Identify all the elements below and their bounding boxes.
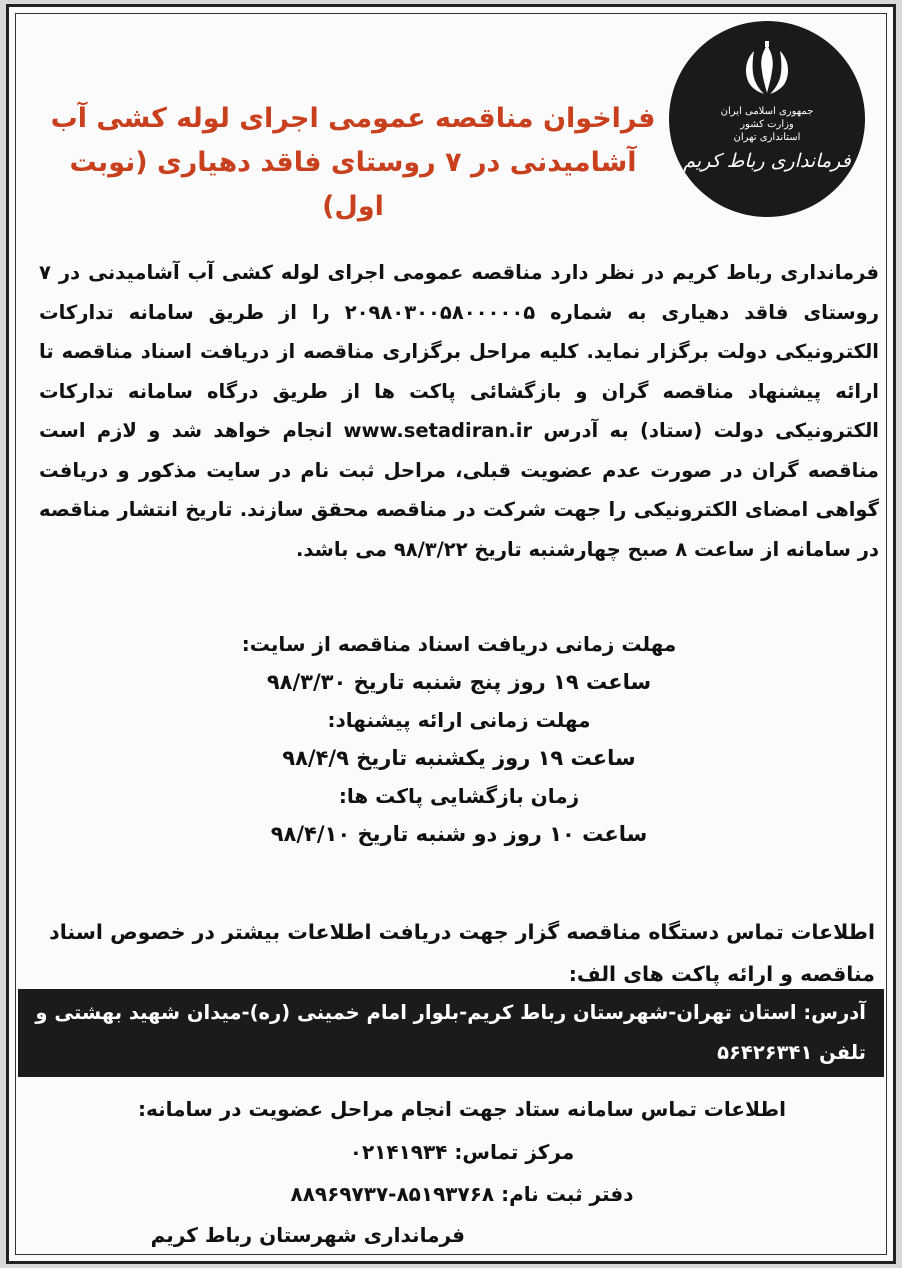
emblem-office-name: فرمانداری رباط کریم [683, 150, 851, 172]
address-band [18, 989, 884, 1077]
deadline-value: ساعت ۱۰ روز دو شنبه تاریخ ۹۸/۴/۱۰ [270, 822, 648, 846]
setad-contact-section [49, 1087, 875, 1215]
deadline-value: ساعت ۱۹ روز پنج شنبه تاریخ ۹۸/۳/۳۰ [266, 670, 652, 694]
emblem-line-1: جمهوری اسلامی ایران [720, 106, 814, 117]
setad-registration-office: دفتر ثبت نام: ۸۵۱۹۳۷۶۸-۸۸۹۶۹۷۳۷ [290, 1182, 634, 1206]
headline-line-1: فراخوان مناقصه عمومی اجرای لوله کشی آب [50, 103, 656, 134]
deadline-label: مهلت زمانی ارائه پیشنهاد: [327, 708, 591, 732]
deadlines-section [159, 625, 759, 853]
emblem-line-3: استانداری تهران [733, 132, 801, 143]
phone-line: تلفن ۵۶۴۲۶۳۴۱ [717, 1041, 866, 1064]
deadline-label: زمان بازگشایی پاکت ها: [338, 784, 580, 808]
emblem-line-2: وزارت کشور [740, 119, 794, 130]
deadline-label: مهلت زمانی دریافت اسناد مناقصه از سایت: [241, 632, 677, 656]
notice-page [6, 4, 896, 1264]
setad-call-center: مرکز تماس: ۰۲۱۴۱۹۳۴ [349, 1140, 575, 1164]
contact-intro: اطلاعات تماس دستگاه مناقصه گزار جهت دریافت اطلاعات بیشتر در خصوص اسناد مناقصه و ارائه پاکت های الف: [49, 920, 875, 986]
emblem-text [721, 105, 814, 144]
address-line: آدرس: استان تهران-شهرستان رباط کریم-بلوار امام خمینی (ره)-میدان شهید بهشتی و [35, 1001, 866, 1024]
setad-title: اطلاعات تماس سامانه ستاد جهت انجام مراحل عضویت در سامانه: [138, 1097, 786, 1121]
deadline-value: ساعت ۱۹ روز یکشنبه تاریخ ۹۸/۴/۹ [282, 746, 636, 770]
iran-emblem-icon [736, 39, 798, 101]
headline-line-2: آشامیدنی در ۷ روستای فاقد دهیاری (نوبت اول) [69, 147, 637, 222]
signature: فرمانداری شهرستان رباط کریم [150, 1223, 465, 1247]
governorate-emblem [669, 21, 865, 217]
notice-body: فرمانداری رباط کریم در نظر دارد مناقصه عمومی اجرای لوله کشی آب آشامیدنی در ۷ روستای فاقد دهیاری به شماره ۲۰۹۸۰۳۰۰۵۸۰۰۰۰۰۵ را از طریق سامانه تدارکات الکترونیکی دولت برگزار نماید. کلیه مراحل برگزاری مناقصه از دریافت اسناد مناقصه تا ارائه پیشنهاد مناقصه گران و بازگشائی پاکت ها از طریق درگاه سامانه تدارکات الکترونیکی دولت (ستاد) به آدرس www.setadiran.ir انجام خواهد شد و لازم است مناقصه گران در صورت عدم عضویت قبلی، مراحل ثبت نام در سایت مذکور و دریافت گواهی امضای الکترونیکی را جهت شرکت در مناقصه محقق سازند. تاریخ انتشار مناقصه در سامانه از ساعت ۸ صبح چهارشنبه تاریخ ۹۸/۳/۲۲ می باشد. [39, 261, 879, 561]
notice-headline [39, 97, 667, 229]
